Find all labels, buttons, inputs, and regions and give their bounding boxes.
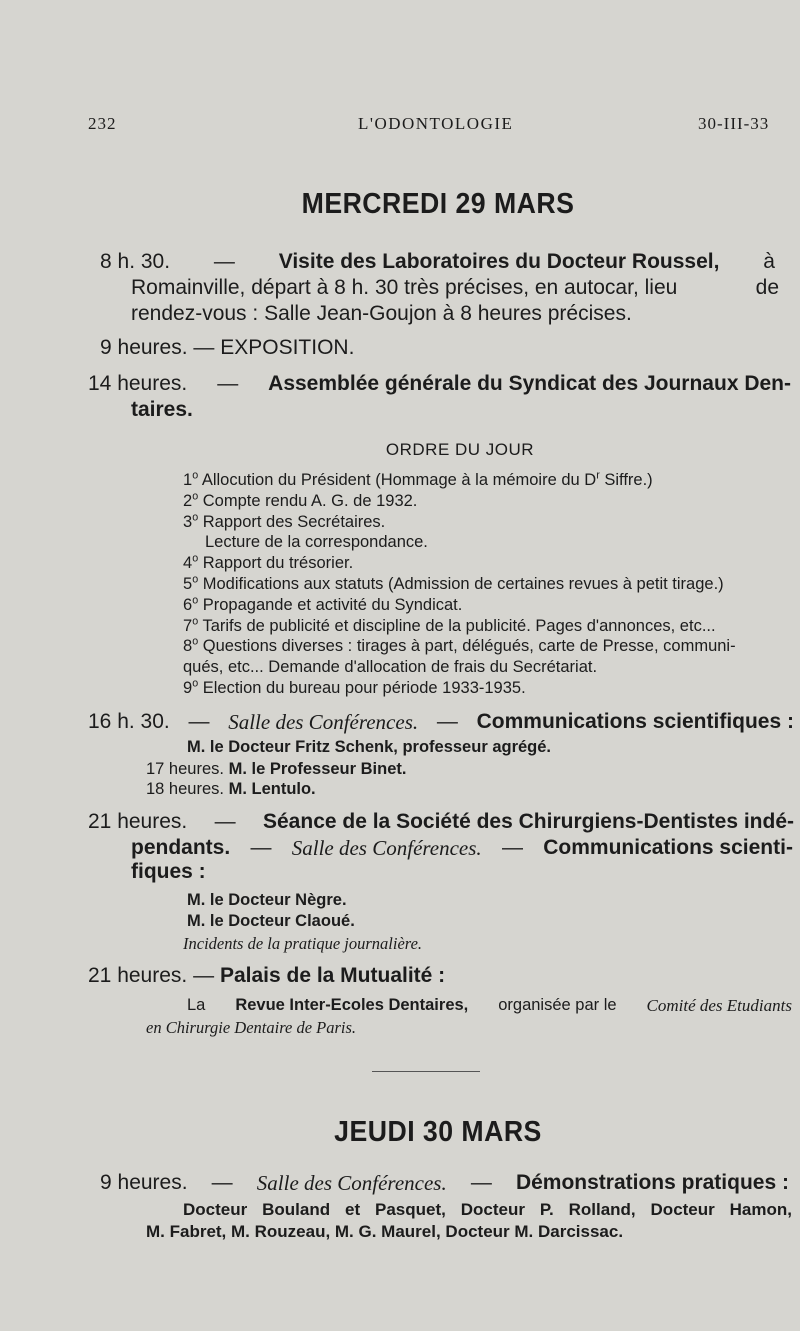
- agenda-item-number: 2: [183, 491, 193, 510]
- event-mutualite-line2: [187, 996, 792, 1016]
- agenda-item-text: Allocution du Président (Hommage à la mémoire du D: [201, 471, 597, 489]
- event-dash: —: [501, 836, 523, 859]
- issue-date: 30-III-33: [698, 114, 770, 133]
- agenda-item: [183, 596, 462, 615]
- agenda-item-text: Tarifs de publicité et discipline de la publicité. Pages d'annonces, etc...: [202, 616, 716, 635]
- event-dash: —: [436, 710, 458, 733]
- event-text: — EXPOSITION.: [193, 336, 355, 359]
- agenda-item-number: 4: [183, 554, 193, 573]
- event-time: 16 h. 30.: [88, 710, 170, 733]
- event-text: La: [187, 996, 206, 1014]
- agenda-item-number: 9: [183, 679, 193, 697]
- page-number: 232: [88, 114, 117, 133]
- agenda-item-text-after: Siffre.): [599, 471, 653, 489]
- event-roussel-line1: [100, 250, 775, 274]
- ordinal-mark: o: [192, 469, 199, 482]
- event-dash: —: [214, 810, 236, 833]
- event-exposition: [100, 336, 354, 360]
- agenda-item-text: Rapport des Secrétaires.: [202, 512, 386, 531]
- agenda-item: [183, 471, 653, 490]
- speaker-negre: M. le Docteur Nègre.: [187, 891, 347, 909]
- agenda-item-number: 3: [183, 512, 193, 531]
- event-place: Salle des Conférences.: [291, 836, 482, 860]
- agenda-item: [183, 637, 736, 656]
- talk-binet: [146, 760, 406, 779]
- agenda-item-text: qués, etc... Demande d'allocation de frais du Secrétariat.: [183, 658, 598, 677]
- event-title: Démonstrations pratiques :: [515, 1171, 789, 1194]
- event-dash: —: [213, 250, 235, 273]
- event-dash: —: [193, 964, 215, 987]
- speaker-claoue: M. le Docteur Claoué.: [187, 912, 355, 930]
- event-roussel-line3: rendez-vous : Salle Jean-Goujon à 8 heures précises.: [131, 302, 632, 325]
- event-demonstrations-line2: Docteur Bouland et Pasquet, Docteur P. Rolland, Docteur Hamon,: [183, 1200, 792, 1219]
- agenda-item-number: 6: [183, 595, 193, 614]
- event-mutualite-line3: en Chirurgie Dentaire de Paris.: [146, 1018, 357, 1037]
- ordinal-mark: o: [192, 677, 199, 690]
- ordinal-mark: o: [192, 573, 199, 586]
- ordinal-mark: o: [192, 511, 199, 524]
- agenda-item-text: Modifications aux statuts (Admission de certaines revues à petit tirage.): [202, 575, 724, 593]
- event-societe-line2: [131, 836, 793, 861]
- event-title: Palais de la Mutualité :: [219, 964, 446, 987]
- event-roussel-line2: [131, 276, 779, 300]
- agenda-item-number: 8: [183, 637, 193, 656]
- agenda-item: [183, 679, 526, 698]
- agenda-item: [183, 513, 385, 532]
- event-time: 14 heures.: [88, 372, 188, 395]
- event-title: Séance de la Société des Chirurgiens-Dentistes indé-: [263, 810, 794, 833]
- agenda-item-number: 5: [183, 575, 193, 593]
- agenda-item-number: 1: [183, 471, 193, 489]
- agenda-item: [183, 575, 724, 594]
- talk-time: 17 heures.: [146, 760, 224, 778]
- speaker-schenk: M. le Docteur Fritz Schenk, professeur agrégé.: [187, 738, 552, 756]
- event-dash: —: [217, 372, 239, 395]
- event-title: Communications scientifiques :: [476, 710, 794, 733]
- event-mutualite: [88, 964, 445, 988]
- day-heading-thursday: JEUDI 30 MARS: [334, 1116, 542, 1148]
- event-dash: —: [250, 836, 272, 859]
- ordinal-mark: o: [192, 635, 199, 648]
- agenda-item: [183, 658, 597, 677]
- event-assemblee-line2: taires.: [131, 398, 193, 421]
- event-title: Visite des Laboratoires du Docteur Roussel,: [278, 250, 720, 273]
- event-revue-title: Revue Inter-Ecoles Dentaires,: [235, 996, 469, 1014]
- talk-note: Incidents de la pratique journalière.: [183, 934, 423, 953]
- event-dash: —: [188, 710, 210, 733]
- event-title: Assemblée générale du Syndicat des Journaux Den-: [268, 372, 791, 395]
- event-title: pendants.: [131, 836, 231, 859]
- event-text: organisée par le: [498, 996, 617, 1014]
- agenda-item-text: Lecture de la correspondance.: [205, 533, 428, 552]
- event-societe-line1: [88, 810, 794, 834]
- event-title: Communications scienti-: [543, 836, 793, 859]
- event-demonstrations-line3: M. Fabret, M. Rouzeau, M. G. Maurel, Docteur M. Darcissac.: [146, 1222, 624, 1241]
- event-time: 21 heures.: [88, 810, 188, 833]
- event-text: Romainville, départ à 8 h. 30 très précises, en autocar, lieu: [131, 276, 678, 299]
- talk-time: 18 heures.: [146, 780, 224, 798]
- event-dash: —: [211, 1171, 233, 1194]
- agenda-item: [183, 617, 716, 636]
- event-communications-line1: [88, 710, 794, 735]
- ordinal-mark: o: [192, 490, 199, 503]
- agenda-item-text: Propagande et activité du Syndicat.: [202, 595, 463, 614]
- event-time: 21 heures.: [88, 964, 188, 987]
- event-demonstrations-line1: [100, 1171, 789, 1196]
- event-text-end: de: [755, 276, 779, 299]
- agenda-item-text: Compte rendu A. G. de 1932.: [202, 491, 418, 510]
- agenda-item-number: 7: [183, 616, 193, 635]
- agenda-item-text: Questions diverses : tirages à part, délégués, carte de Presse, communi-: [202, 637, 736, 656]
- ordinal-mark: o: [192, 594, 199, 607]
- speaker-binet: M. le Professeur Binet.: [228, 760, 407, 778]
- journal-title: L'ODONTOLOGIE: [358, 114, 514, 133]
- event-dash: —: [470, 1171, 492, 1194]
- event-time: 9 heures.: [100, 336, 188, 359]
- agenda-item-text: Rapport du trésorier.: [202, 554, 354, 573]
- event-assemblee-line1: [88, 372, 791, 396]
- section-divider: [372, 1071, 480, 1072]
- event-time: 9 heures.: [100, 1171, 188, 1194]
- agenda-item: [205, 533, 428, 552]
- ordinal-mark: o: [192, 615, 199, 628]
- event-time: 8 h. 30.: [100, 250, 171, 273]
- event-societe-line3: fiques :: [131, 860, 206, 883]
- agenda-item: [183, 492, 417, 511]
- ordinal-mark: o: [192, 552, 199, 565]
- speaker-lentulo: M. Lentulo.: [228, 780, 316, 798]
- agenda-item: [183, 554, 353, 573]
- agenda-title: ORDRE DU JOUR: [385, 440, 535, 459]
- event-organizer: Comité des Etudiants: [646, 996, 792, 1015]
- event-place: Salle des Conférences.: [228, 710, 419, 734]
- day-heading-wednesday: MERCREDI 29 MARS: [301, 188, 575, 220]
- event-text-end: à: [763, 250, 775, 273]
- event-place: Salle des Conférences.: [256, 1171, 447, 1195]
- agenda-item-sup: r: [596, 469, 600, 482]
- talk-lentulo: [146, 780, 316, 799]
- agenda-item-text: Election du bureau pour période 1933-1935.: [202, 679, 526, 697]
